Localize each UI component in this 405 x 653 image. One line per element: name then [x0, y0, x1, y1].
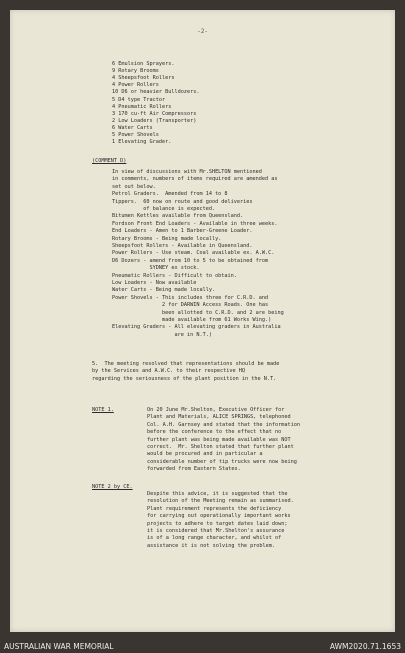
note-1-line: before the conference to the effect that no [147, 429, 282, 436]
paragraph-line: 5. The meeting resolved that representations should be made [92, 361, 280, 367]
paragraph-line: by the Services and A.W.C. to their respective HQ [92, 368, 246, 375]
note-1-line: Plant and Materials, ALICE SPRINGS, telephoned [147, 414, 291, 421]
page-number: -2- [197, 28, 208, 35]
comment-line: been allotted to C.R.D. and 2 are being [112, 309, 284, 316]
note-1-line: considerable number of tip trucks were now being [147, 458, 297, 465]
footer-accession: AWM2020.71.1653 [329, 642, 401, 651]
equipment-line: 9 Rotary Brooms [112, 68, 159, 75]
note-2-line: assistance it is not solving the problem. [147, 542, 276, 549]
note-2-line: projects to adhere to target dates laid down; [147, 520, 288, 527]
equipment-line: 1 Elevating Grader. [112, 139, 172, 146]
comment-line: 2 for DARWIN Access Roads. One has [112, 302, 269, 309]
comment-line: set out below. [112, 183, 156, 190]
note-1-line: correct. Mr. Shelton stated that further plant [147, 444, 294, 450]
equipment-line: 10 D6 or heavier Bulldozers. [112, 89, 200, 96]
comment-line: in comments, numbers of items required are amended as [112, 176, 278, 183]
comment-line: Tippers. 60 now on route and good deliveries [112, 198, 253, 205]
equipment-line: 5 Power Shovels [112, 132, 159, 138]
comment-line: Pneumatic Rollers - Difficult to obtain. [112, 272, 237, 279]
archive-footer [0, 640, 405, 653]
note-1-line: would be procured and in particular a [147, 451, 263, 458]
equipment-line: 4 Sheepsfoot Rollers [112, 75, 175, 82]
comment-line: Fordson Front End Loaders - Available in three weeks. [112, 220, 278, 227]
equipment-line: 3 170 cu-ft Air Compressors [112, 110, 197, 117]
note-2-line: is of a long range character, and whilst of [147, 535, 282, 542]
equipment-line: 2 Low Loaders (Transporter) [112, 117, 197, 124]
comment-line: Power Rollers - Use steam. Coal available ex. A.W.C. [112, 250, 275, 257]
note-1-line: further plant was being made available was NOT [147, 436, 291, 443]
comment-line: Low Loaders - Now available [112, 280, 197, 286]
comment-line: made available from 61 Works Wing.) [112, 317, 272, 323]
comment-line: End Loaders - Amen to 1 Barber-Greene Loader. [112, 228, 253, 235]
comment-line: Sheepsfoot Rollers - Available in Queensland. [112, 243, 253, 249]
note-1-line: Col. A.H. Garnsey and stated that the information [147, 421, 301, 428]
note-2-line: Despite this advice, it is suggested that the [147, 491, 288, 497]
comment-line: Water Carts - Being made locally. [112, 287, 216, 294]
equipment-line: 4 Power Rollers [112, 82, 159, 89]
equipment-line: 6 Emulsion Sprayers. [112, 61, 175, 67]
footer-institution: AUSTRALIAN WAR MEMORIAL [4, 642, 114, 651]
comment-line: of balance is expected. [112, 206, 216, 212]
paragraph-line: regarding the seriousness of the plant position in the N.T. [92, 375, 277, 382]
comment-line: Bitumen Kettles available from Queensland. [112, 213, 244, 220]
document-page [10, 10, 395, 632]
note-1-line: On 20 June Mr.Shelton, Executive Officer for [147, 407, 285, 413]
note-2-line: resolution of the Meeting remain as summarised. [147, 498, 294, 505]
comment-line: Rotary Brooms - Being made locally. [112, 235, 222, 242]
note-1-line: forwarded from Eastern States. [147, 466, 241, 473]
equipment-line: 5 D4 type Tractor [112, 96, 166, 103]
note-1-label: NOTE 1. [92, 407, 114, 413]
note-2-line: it is considered that Mr.Shelton's assurance [147, 528, 285, 534]
comment-line: SYDNEY ex stock. [112, 265, 200, 272]
comment-line: Elevating Graders - All elevating graders in Australia [112, 324, 281, 331]
note-2-line: for carrying out operationally important works [147, 513, 291, 520]
equipment-line: 4 Pneumatic Rollers [112, 103, 172, 110]
note-2-line: Plant requirement represents the deficiency [147, 505, 282, 512]
comment-heading: (COMMENT D) [92, 158, 127, 164]
equipment-line: 6 Water Carts [112, 124, 153, 131]
comment-line: In view of discussions with Mr.SHELTON mentioned [112, 169, 262, 175]
comment-line: are in N.T.) [112, 331, 212, 338]
comment-line: D6 Dozers - amend from 10 to 5 to be obtained from [112, 257, 269, 264]
note-2-label: NOTE 2 by CE. [92, 484, 133, 490]
comment-line: Petrol Graders. Amended from 14 to 8 [112, 191, 228, 198]
comment-line: Power Shovels - This includes three for C.R.D. and [112, 294, 269, 301]
